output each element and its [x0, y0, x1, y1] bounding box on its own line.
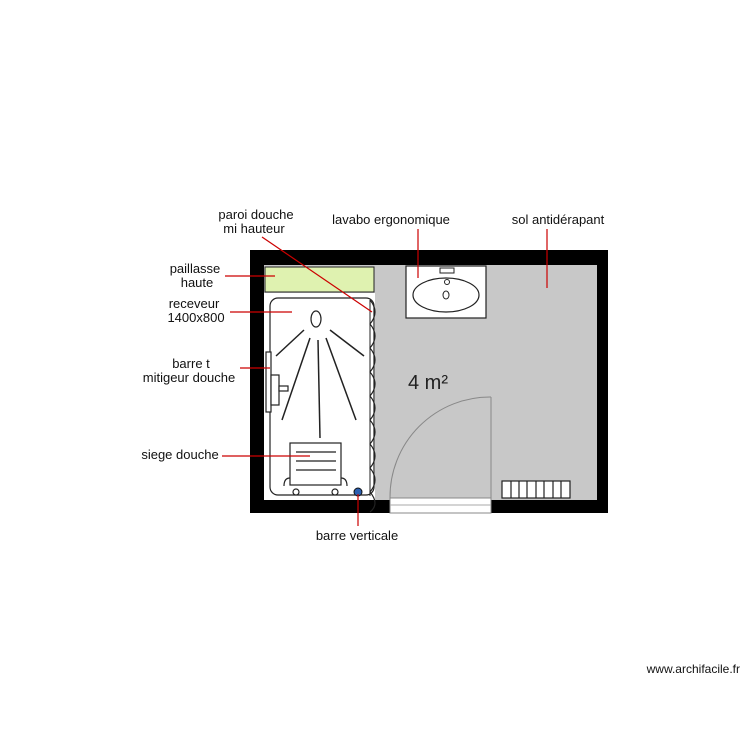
label-barre-t-line2: mitigeur douche [142, 370, 236, 385]
credit-text: www.archifacile.fr [646, 662, 740, 676]
paillasse-counter [265, 267, 374, 292]
radiator-icon [502, 481, 570, 498]
label-siege: siege douche [141, 447, 219, 462]
label-lavabo: lavabo ergonomique [332, 212, 450, 227]
label-paillasse-line1: paillasse [169, 261, 221, 276]
label-barre-t-line1: barre t [172, 356, 210, 371]
label-receveur-line1: receveur [168, 296, 220, 311]
room-area-label: 4 m² [408, 372, 448, 394]
label-receveur-line2: 1400x800 [167, 310, 225, 325]
label-barre-verticale: barre verticale [315, 528, 399, 543]
label-paroi-line1: paroi douche [218, 207, 294, 222]
label-paillasse-line2: haute [180, 275, 214, 290]
label-sol: sol antidérapant [511, 212, 605, 227]
shower-drain [311, 311, 321, 327]
label-paroi-line2: mi hauteur [223, 221, 285, 236]
